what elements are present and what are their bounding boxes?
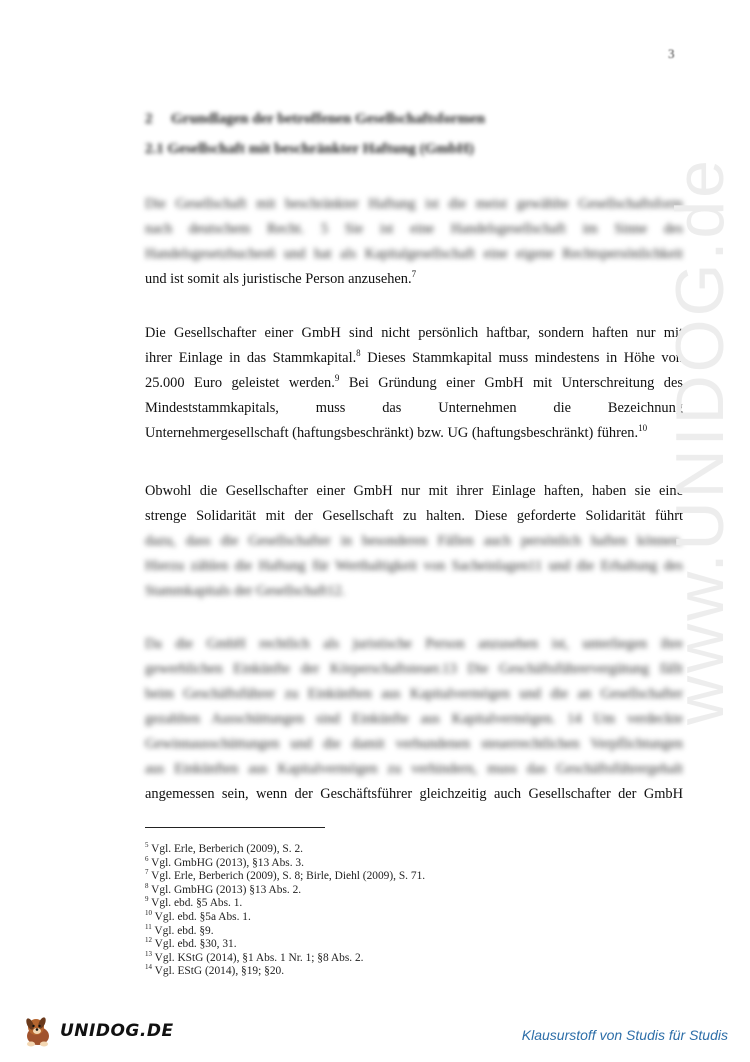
blurred-line: nach deutschem Recht. 5 Sie ist eine Handelsgesellschaft im Sinne des [145, 221, 683, 237]
text-line [145, 267, 683, 292]
footnote-text: Vgl. GmbHG (2013) §13 Abs. 2. [151, 883, 302, 896]
footnote-text: Vgl. GmbHG (2013), §13 Abs. 3. [151, 856, 304, 869]
footnote-ref: 9 [334, 373, 340, 384]
text-line [145, 421, 683, 446]
text-span: Bei Gründung einer GmbH mit Unterschreitung des [339, 375, 683, 391]
footnote [145, 881, 425, 898]
footnote-text: Vgl. ebd. §9. [154, 924, 214, 937]
blurred-line: Stammkapitals der Gesellschaft12. [145, 583, 346, 599]
text-line: Obwohl die Gesellschafter einer GmbH nur mit ihrer Einlage haften, haben sie eine [145, 483, 683, 499]
footnote-text: Vgl. KStG (2014), §1 Abs. 1 Nr. 1; §8 Abs. 2. [154, 951, 364, 964]
footnote-number: 14 [145, 963, 152, 972]
blurred-line: Da die GmbH rechtlich als juristische Person anzusehen ist, unterliegen ihre [145, 636, 683, 652]
text-line: Die Gesellschafter einer GmbH sind nicht persönlich haftbar, sondern haften nur mit [145, 325, 683, 341]
text-span: ihrer Einlage in das Stammkapital. [145, 350, 357, 366]
footnote-text: Vgl. ebd. §5a Abs. 1. [154, 910, 251, 923]
text-span: Unternehmergesellschaft (haftungsbeschränkt) bzw. UG (haftungsbeschränkt) führen. [145, 425, 639, 441]
footer-tagline: Klausurstoff von Studis für Studis [521, 1027, 728, 1043]
footnote [145, 843, 425, 857]
text-line [145, 371, 683, 396]
footnote-number: 11 [145, 922, 152, 931]
blurred-line: Hierzu zählen die Haftung für Werthaltigkeit von Sacheinlagen11 und die Erhaltung des [145, 558, 683, 574]
dog-mascot-icon [22, 1014, 56, 1048]
text-span: 25.000 Euro geleistet werden. [145, 375, 335, 391]
section-number: 2 [145, 111, 153, 127]
blurred-line: gewerblichen Einkünfte der Körperschaftsteuer.13 Die Geschäftsführervergütung fällt [145, 661, 683, 677]
unidog-logo [22, 1014, 174, 1048]
text-line [145, 346, 683, 371]
footnote [145, 938, 425, 952]
footnote-text: Vgl. ebd. §30, 31. [154, 938, 237, 951]
footnote-number: 7 [145, 868, 149, 877]
text-line: angemessen sein, wenn der Geschäftsführer gleichzeitig auch Gesellschafter der GmbH [145, 786, 683, 802]
blurred-line: Gewinnausschüttungen und die damit verbundenen steuerrechtlichen Verpflichtungen [145, 736, 683, 752]
footnote-text: Vgl. ebd. §5 Abs. 1. [151, 897, 243, 910]
blurred-line: gezahlten Ausschüttungen sind Einkünfte aus Kapitalvermögen. 14 Um verdeckte [145, 711, 683, 727]
footnote-number: 9 [145, 895, 149, 904]
footnote [145, 911, 425, 925]
footnote-number: 10 [145, 909, 152, 918]
text-line: Mindeststammkapitals, muss das Unternehmen die Bezeichnung [145, 400, 683, 416]
text-line: strenge Solidarität mit der Gesellschaft zu halten. Diese geforderte Solidarität führt [145, 508, 683, 524]
footnote [145, 897, 425, 911]
paragraph-3 [145, 479, 683, 604]
paragraph-4 [145, 632, 683, 807]
footnote [145, 854, 425, 871]
paragraph-2 [145, 321, 683, 446]
footnote-text: Vgl. EStG (2014), §19; §20. [154, 965, 285, 978]
footnote-ref: 7 [411, 269, 417, 280]
footnote [145, 965, 425, 979]
footnote-number: 6 [145, 854, 149, 863]
paragraph-1 [145, 192, 683, 292]
footnote [145, 922, 425, 939]
page-number: 3 [668, 46, 675, 61]
footnote-number: 8 [145, 881, 149, 890]
footnote-number: 13 [145, 949, 152, 958]
subsection-heading: 2.1 Gesellschaft mit beschränkter Haftung (GmbH) [145, 141, 474, 157]
section-heading [145, 111, 485, 128]
footnote-ref: 8 [356, 348, 361, 359]
text-span: und ist somit als juristische Person anzusehen. [145, 271, 412, 287]
text-span: Dieses Stammkapital muss mindestens in Höhe von [360, 350, 683, 366]
blurred-line: Die Gesellschaft mit beschränkter Haftung ist die meist gewählte Gesellschaftsform [145, 196, 683, 212]
blurred-line: Handelsgesetzbuches6 und hat als Kapitalgesellschaft eine eigene Rechtspersönlichkeit [145, 246, 683, 262]
footnote-ref: 10 [638, 423, 648, 434]
footnote-text: Vgl. Erle, Berberich (2009), S. 2. [151, 843, 303, 855]
section-title: Grundlagen der betroffenen Gesellschaftsformen [171, 111, 485, 127]
footnote-number: 5 [145, 841, 149, 850]
footnote [145, 949, 425, 966]
blurred-line: aus Einkünften aus Kapitalvermögen zu verhindern, muss das Geschäftsführergehalt [145, 761, 683, 777]
footnote-text: Vgl. Erle, Berberich (2009), S. 8; Birle, Diehl (2009), S. 71. [151, 870, 426, 883]
blurred-line: beim Geschäftsführer zu Einkünften aus Kapitalvermögen und die an Gesellschafter [145, 686, 683, 702]
footnotes [145, 843, 425, 979]
footnote-number: 12 [145, 936, 152, 945]
footnote-divider [145, 827, 325, 828]
footnote [145, 870, 425, 884]
blurred-line: dazu, dass die Gesellschafter in besonderen Fällen auch persönlich haften können. [145, 533, 683, 549]
logo-text: UNIDOG.DE [60, 1021, 174, 1041]
